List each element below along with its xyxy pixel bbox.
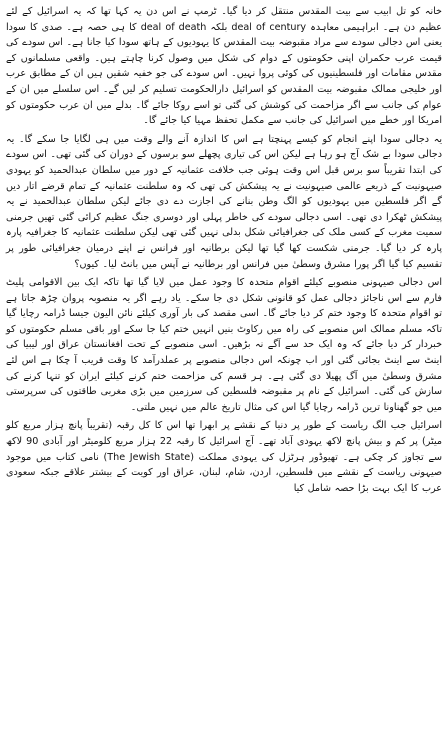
article-paragraph-4: اسرائیل جب الگ ریاست کے طور پر دنیا کے نقشے پر ابھرا تھا اس کا کل رقبہ (تقریباً پانچ ہزار مربع کلو میٹر) پر کم و بیش پانچ لاکھ یہودی آباد تھے۔ آج اسرائیل کا رقبہ 22 ہزار مربع کلومیٹر اور آبادی 90 لاکھ سے تجاوز کر چکی ہے۔ تھیوڈور ہرٹزل کی یہودی مملکت (The Jewish State) نامی کتاب میں موجود صیہونی ریاست کے نقشے میں فلسطین، اردن، شام، لبنان، عراق اور کویت کے بیشتر علاقے جبکہ سعودی عرب کا ایک بہت بڑا حصہ شامل کیا — [6, 420, 443, 494]
article-paragraph-2: یہ دجالی سودا اپنے انجام کو کیسے پہنچتا ہے اس کا اندازہ آنے والے وقت میں ہی لگایا جا سکے گا۔ یہ دجالی سودا بے شک آج ہو رہا ہے لیکن اس کی تیاری پچھلے سو برسوں کے دوران کی گئی تھی۔ اس سودے کی ابتدا تقریباً سو برس قبل اس وقت ہوئی جب خلافت عثمانیہ کے دور میں سلطان عبدالحمید کو یہودی صیہونیت کے ذریعے عالمی صیہونیت نے یہ پیشکش کی تھی کہ وہ سلطنت عثمانیہ کے تمام قرضے اتار دیں گے اگر فلسطین میں یہودیوں کو الگ وطن بنانے کی اجازت دے دی جائے لیکن سلطان عبدالحمید نے یہ پیشکش ٹھکرا دی تھی۔ اسی دجالی سودے کی خاطر پہلی اور دوسری جنگ عظیم کرائی گئی تھیں جرمنی سمیت مغرب کے کسی ملک کی جغرافیائی شکل بدلی نہیں گئی تھی لیکن سلطنت عثمانیہ کا جغرافیہ پارہ پارہ کر دیا گیا۔ جرمنی شکست کھا گیا تھا لیکن برطانیہ اور فرانس نے اپنے درمیان جغرافیائی طور پر تقسیم کیا گیا اگر پورا مشرق وسطیٰ میں فرانس اور برطانیہ نے آپس میں بانٹ لیا۔ کیوں؟ — [6, 133, 442, 270]
article-paragraph-3: اس دجالی صیہونی منصوبے کیلئے اقوام متحدہ کا وجود عمل میں لایا گیا تھا تاکہ ایک بین الاقوامی پلیٹ فارم سے اس ناجائز دجالی عمل کو قانونی شکل دی جا سکے۔ یاد رہے اگر یہ منصوبہ پروان چڑھ جاتا ہے تو اقوام متحدہ کا وجود ختم کر دیا جائے گا۔ اسی مقصد کی بار آوری کیلئے نائن الیون جیسا ڈرامہ رچایا گیا تاکہ مسلم ممالک اس منصوبے کی راہ میں رکاوٹ بنیں انہیں ختم کیا جا سکے اور باقی مسلم حکومتوں کو خبردار کر دیا جائے کہ وہ ایک حد سے آگے نہ بڑھیں۔ اسی منصوبے کے تحت افغانستان عراق اور لیبیا کی اینٹ سے اینٹ بجائی گئی اور اب چونکہ اس دجالی منصوبے پر عملدرآمد کا وقت قریب آ چکا ہے اس لئے مشرق وسطیٰ میں آگ پھیلا دی گئی ہے۔ ہر قسم کی مزاحمت ختم کرنے کیلئے ایران کو تنہا کرنے کی سازش کی گئی۔ اسرائیل کے نام پر مقبوضہ فلسطین کی سرزمین میں بڑی مغربی طاقتوں کی سرپرستی میں جو گھناونا ترین ڈرامہ رچایا گیا اس کی مثال تاریخ عالم میں نہیں ملتی۔ — [6, 277, 442, 413]
article-paragraph-1: خانہ کو تل ابیب سے بیت المقدس منتقل کر دیا گیا۔ ٹرمپ نے اس دن یہ کہا تھا کہ یہ اسرائیل کے لئے عظیم دن ہے۔ ابراہیمی معاہدہ deal of century بلکہ deal of death کا ہی حصہ ہے۔ صدی کا سودا یعنی اس دجالی سودے سے مراد مقبوضہ بیت المقدس کا یہودیوں کے ہاتھ سودا کیا جانا ہے۔ اس سودے کی قیمت عرب حکمران اپنی حکومتوں کے دوام کی شکل میں وصول کرنا چاہتے ہیں۔ واقعی مسلمانوں کے مقدس مقامات اور فلسطینیوں کی کوئی پروا نہیں۔ اس سودے کی جو خفیہ شقیں ہیں ان کے مطابق عرب اور خلیجی ممالک مقبوضہ بیت المقدس کو اسرائیل دارالحکومت تسلیم کر لیں گے۔ اس سلسلے میں ان کے عوام کی جانب سے اگر مزاحمت کی کوشش کی گئی تو اسے روکا جائے گا۔ بدلے میں ان عرب حکومتوں کو امریکا اور خطے میں اسرائیل کی جانب سے مکمل تحفظ مہیا کیا جائے گا۔ — [6, 6, 442, 127]
